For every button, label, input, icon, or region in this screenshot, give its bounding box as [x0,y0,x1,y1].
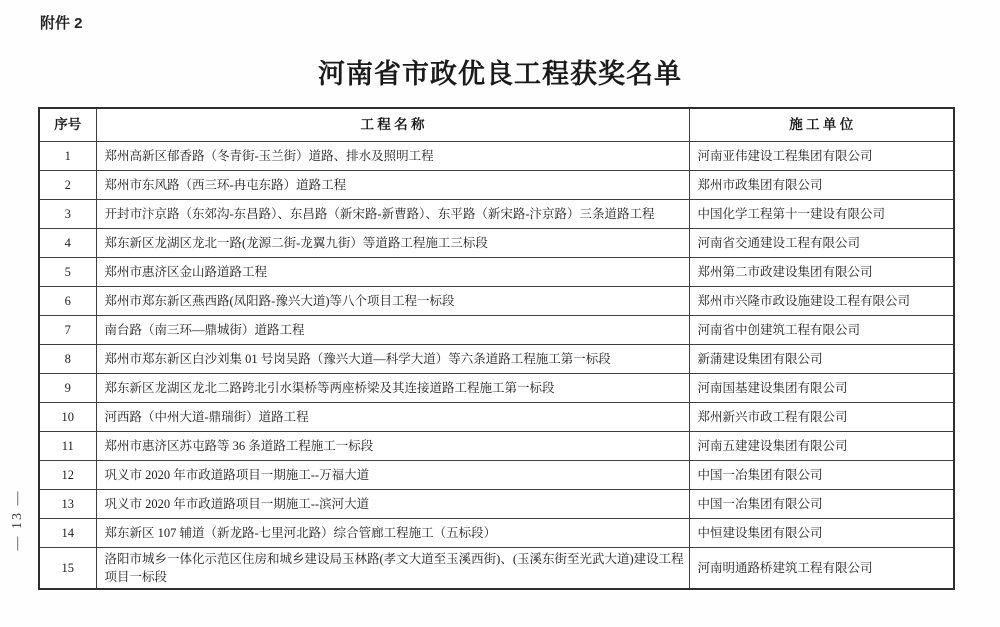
page-title: 河南省市政优良工程获奖名单 [318,59,682,89]
cell-project-name: 郑东新区 107 辅道（新龙路-七里河北路）综合管廊工程施工（五标段） [96,519,689,548]
cell-construction-unit: 郑州第二市政建设集团有限公司 [689,258,954,287]
table-row [39,432,954,461]
cell-project-name: 河西路（中州大道-鼎瑞街）道路工程 [96,403,689,432]
cell-project-name: 郑州市惠济区苏屯路等 36 条道路工程施工一标段 [96,432,689,461]
cell-construction-unit: 郑州市兴隆市政设施建设工程有限公司 [689,287,954,316]
cell-construction-unit: 河南国基建设集团有限公司 [689,374,954,403]
cell-project-name: 郑州市郑东新区燕西路(凤阳路-豫兴大道)等八个项目工程一标段 [96,287,689,316]
cell-row-number: 10 [39,403,96,432]
cell-row-number: 15 [39,548,96,590]
cell-row-number: 14 [39,519,96,548]
cell-project-name: 郑州市东风路（西三环-冉屯东路）道路工程 [96,171,689,200]
table-header [39,108,954,142]
cell-construction-unit: 中国一冶集团有限公司 [689,490,954,519]
cell-row-number: 5 [39,258,96,287]
table-row [39,200,954,229]
cell-row-number: 9 [39,374,96,403]
cell-row-number: 13 [39,490,96,519]
cell-project-name: 郑州市惠济区金山路道路工程 [96,258,689,287]
table-row [39,374,954,403]
cell-row-number: 3 [39,200,96,229]
page-number: — 13 — [10,489,25,551]
cell-construction-unit: 郑州市政集团有限公司 [689,171,954,200]
header-no: 序号 [39,108,96,142]
attachment-label: 附件 2 [40,15,83,32]
cell-row-number: 6 [39,287,96,316]
cell-row-number: 8 [39,345,96,374]
table-row [39,548,954,590]
table-row [39,229,954,258]
cell-row-number: 12 [39,461,96,490]
table-row [39,461,954,490]
cell-construction-unit: 中国一冶集团有限公司 [689,461,954,490]
cell-project-name: 巩义市 2020 年市政道路项目一期施工--滨河大道 [96,490,689,519]
cell-row-number: 11 [39,432,96,461]
cell-row-number: 2 [39,171,96,200]
cell-row-number: 7 [39,316,96,345]
cell-construction-unit: 河南五建建设集团有限公司 [689,432,954,461]
table-row [39,258,954,287]
cell-project-name: 洛阳市城乡一体化示范区住房和城乡建设局玉林路(孝文大道至玉溪西街)、(玉溪东街至光武大道)建设工程项目一标段 [96,548,689,590]
cell-project-name: 郑州高新区郁香路（冬青街-玉兰街）道路、排水及照明工程 [96,142,689,171]
cell-construction-unit: 郑州新兴市政工程有限公司 [689,403,954,432]
cell-construction-unit: 中恒建设集团有限公司 [689,519,954,548]
table-row [39,519,954,548]
cell-row-number: 4 [39,229,96,258]
header-project-name: 工 程 名 称 [96,108,689,142]
table-row [39,316,954,345]
table-row [39,171,954,200]
cell-construction-unit: 新蒲建设集团有限公司 [689,345,954,374]
cell-project-name: 开封市汴京路（东郊沟-东昌路）、东昌路（新宋路-新曹路）、东平路（新宋路-汴京路）三条道路工程 [96,200,689,229]
table-row [39,287,954,316]
table-row [39,345,954,374]
cell-construction-unit: 河南明通路桥建筑工程有限公司 [689,548,954,590]
cell-project-name: 郑东新区龙湖区龙北二路跨北引水渠桥等两座桥梁及其连接道路工程施工第一标段 [96,374,689,403]
cell-construction-unit: 中国化学工程第十一建设有限公司 [689,200,954,229]
award-table [38,107,955,590]
header-row [39,108,954,142]
header-construction-unit: 施 工 单 位 [689,108,954,142]
cell-construction-unit: 河南亚伟建设工程集团有限公司 [689,142,954,171]
table-row [39,403,954,432]
cell-construction-unit: 河南省交通建设工程有限公司 [689,229,954,258]
table-body [39,142,954,590]
cell-construction-unit: 河南省中创建筑工程有限公司 [689,316,954,345]
cell-project-name: 南台路（南三环—鼎城街）道路工程 [96,316,689,345]
table-row [39,490,954,519]
cell-row-number: 1 [39,142,96,171]
cell-project-name: 郑东新区龙湖区龙北一路(龙源二街-龙翼九街）等道路工程施工三标段 [96,229,689,258]
table-row [39,142,954,171]
cell-project-name: 巩义市 2020 年市政道路项目一期施工--万福大道 [96,461,689,490]
cell-project-name: 郑州市郑东新区白沙刘集 01 号岗吴路（豫兴大道—科学大道）等六条道路工程施工第一标段 [96,345,689,374]
